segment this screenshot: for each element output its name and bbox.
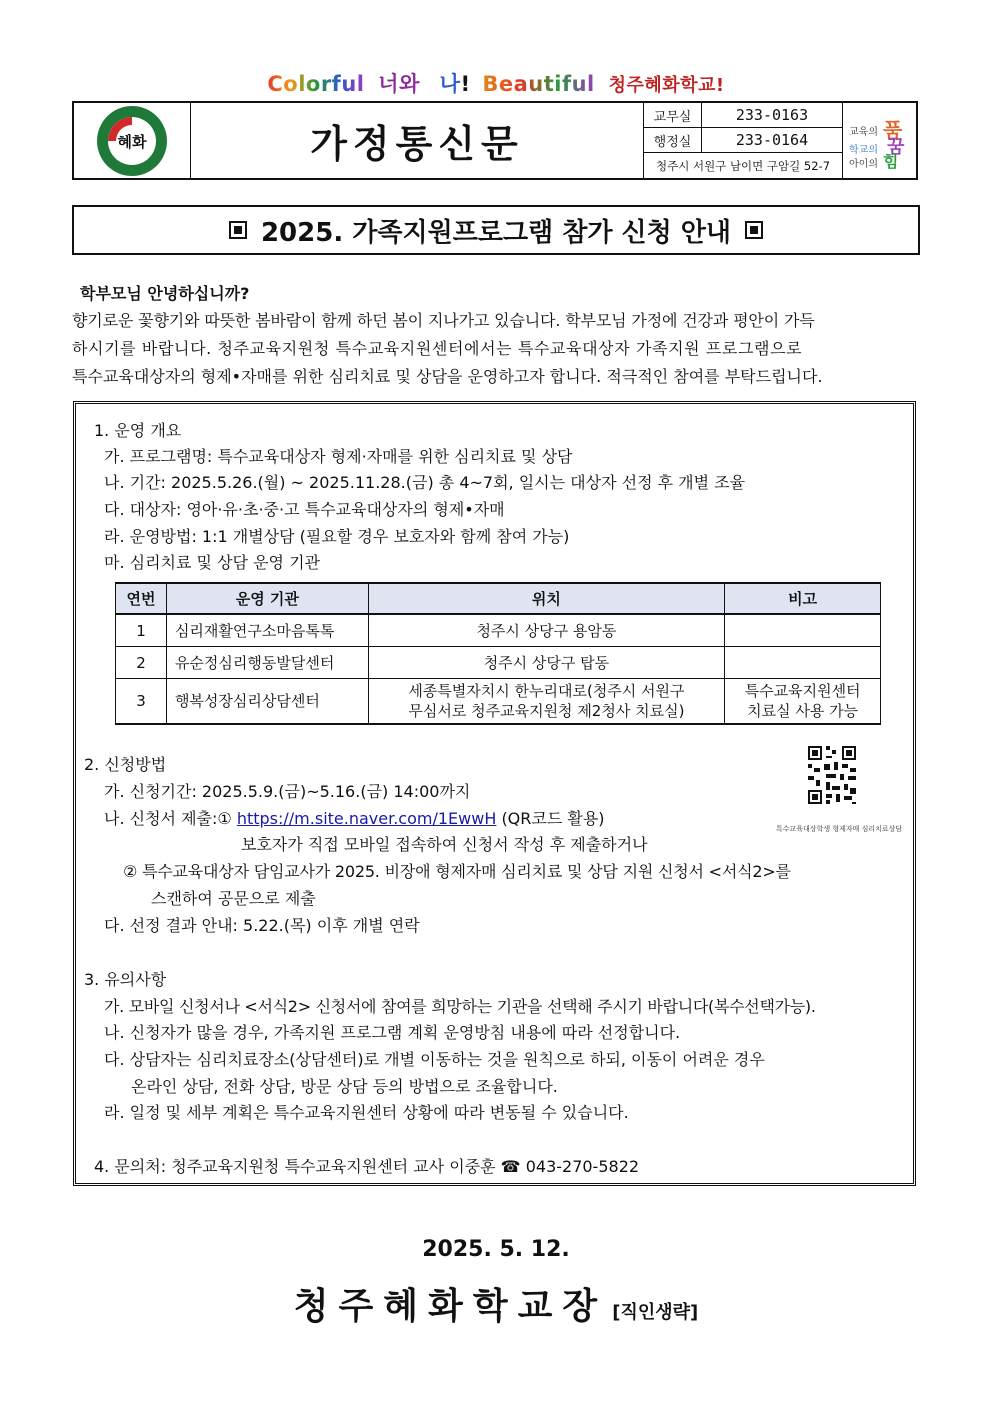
- qr-code-icon[interactable]: [806, 744, 858, 806]
- contact-line: 4. 문의처: 청주교육지원청 특수교육지원센터 교사 이중훈 ☎ 043-270-5822: [94, 1157, 640, 1176]
- signer: [0, 1278, 992, 1329]
- caution-item: 다. 상담자는 심리치료장소(상담센터)로 개별 이동하는 것을 원칙으로 하되, 이동이 어려운 경우: [104, 1050, 765, 1069]
- office1-label: 교무실: [644, 103, 702, 127]
- caution-item-cont: 온라인 상담, 전화 상담, 방문 상담 등의 방법으로 조율합니다.: [131, 1077, 558, 1096]
- square-bullet-icon: [745, 221, 763, 239]
- slogan-colorful: Colorful: [267, 72, 365, 96]
- svg-text:힘: 힘: [882, 151, 898, 169]
- phone-icon: ☎: [500, 1157, 521, 1176]
- caution-item: 가. 모바일 신청서나 <서식2> 신청서에 참여를 희망하는 기관을 선택해 주시기 바랍니다(복수선택가능).: [104, 997, 816, 1016]
- education-logo-icon: [845, 113, 915, 169]
- square-bullet-icon: [229, 221, 247, 239]
- institution-table: [115, 582, 881, 725]
- slogan-na: 나: [439, 72, 461, 96]
- intro-line: 특수교육대상자의 형제•자매를 위한 심리치료 및 상담을 운영하고자 합니다. 적극적인 참여를 부탁드립니다.: [72, 367, 823, 386]
- school-address: 청주시 서원구 남이면 구암길 52-7: [655, 158, 831, 173]
- svg-text:꿈: 꿈: [886, 136, 904, 158]
- intro-paragraph: [72, 307, 920, 391]
- office2-label: 행정실: [644, 128, 702, 152]
- caution-item: 나. 신청자가 많을 경우, 가족지원 프로그램 계획 운영방침 내용에 따라 선정합니다.: [104, 1023, 681, 1042]
- principal-name: 청주혜화학교장: [293, 1286, 608, 1327]
- slogan-school: 청주혜화학교!: [608, 75, 725, 96]
- section1-item: 마. 심리치료 및 상담 운영 기관: [104, 553, 320, 572]
- selection-result: 다. 선정 결과 안내: 5.22.(목) 이후 개별 연락: [104, 916, 420, 935]
- table-header: 위치: [368, 583, 725, 614]
- seal-omitted: [직인생략]: [612, 1302, 699, 1323]
- intro-line: 하시기를 바랍니다. 청주교육지원청 특수교육지원센터에서는 특수교육대상자 가족지원 프로그램으로: [72, 339, 803, 358]
- section1-heading: 1. 운영 개요: [94, 421, 182, 440]
- svg-text:학교의: 학교의: [848, 144, 878, 156]
- svg-text:품: 품: [882, 117, 902, 142]
- section1-item: 나. 기간: 2025.5.26.(월) ~ 2025.11.28.(금) 총 4~7회, 일시는 대상자 선정 후 개별 조율: [104, 473, 746, 492]
- section1-item: 가. 프로그램명: 특수교육대상자 형제·자매를 위한 심리치료 및 상담: [104, 447, 573, 466]
- submission-option-2-cont: 스캔하여 공문으로 제출: [151, 889, 316, 908]
- contact-phone: 043-270-5822: [525, 1157, 640, 1176]
- table-row: 1 심리재활연구소마음톡톡 청주시 상당구 용암동: [116, 614, 881, 647]
- issue-date: 2025. 5. 12.: [422, 1237, 570, 1262]
- section1-item: 라. 운영방법: 1:1 개별상담 (필요할 경우 보호자와 함께 참여 가능): [104, 527, 570, 546]
- details-box: [73, 401, 916, 1186]
- svg-text:혜화: 혜화: [117, 132, 147, 151]
- newsletter-header: [72, 101, 918, 180]
- table-row: 2 유순정심리행동발달센터 청주시 상당구 탑동: [116, 647, 881, 679]
- school-slogan: [0, 68, 992, 98]
- table-header: 운영 기관: [166, 583, 368, 614]
- table-row: 3 행복성장심리상담센터 세종특별자치시 한누리대로(청주시 서원구 무심서로 청주교육지원청 제2청사 치료실) 특수교육지원센터 치료실 사용 가능: [116, 679, 881, 725]
- submission-line-2: 보호자가 직접 모바일 접속하여 신청서 작성 후 제출하거나: [241, 835, 648, 854]
- application-link[interactable]: https://m.site.naver.com/1EwwH: [236, 809, 497, 828]
- section1-item: 다. 대상자: 영아·유·초·중·고 특수교육대상자의 형제•자매: [104, 500, 505, 519]
- school-logo: [74, 103, 191, 178]
- office1-phone: 233-0163: [735, 106, 809, 124]
- newsletter-title: 가정통신문: [191, 103, 644, 178]
- application-period: 가. 신청기간: 2025.5.9.(금)~5.16.(금) 14:00까지: [104, 782, 471, 801]
- section3-heading: 3. 유의사항: [84, 970, 167, 989]
- slogan-beautiful: Beautiful: [482, 72, 595, 96]
- section2-heading: 2. 신청방법: [84, 755, 167, 774]
- greeting: 학부모님 안녕하십니까?: [80, 284, 250, 303]
- contact-info: [644, 103, 843, 178]
- svg-text:아이의: 아이의: [848, 158, 878, 169]
- notice-title: 2025. 가족지원프로그램 참가 신청 안내: [72, 205, 920, 255]
- qr-caption: 특수교육대상학생 형제자매 심리치료상담: [776, 825, 903, 833]
- school-emblem-icon: [94, 103, 170, 179]
- intro-line: 향기로운 꽃향기와 따뜻한 봄바람이 함께 하던 봄이 지나가고 있습니다. 학부모님 가정에 건강과 평안이 가득: [72, 311, 815, 330]
- table-header: 비고: [725, 583, 881, 614]
- office2-phone: 233-0164: [735, 131, 809, 149]
- education-slogan-logo: [843, 103, 916, 178]
- slogan-mid: !: [460, 72, 471, 96]
- submission-line: 나. 신청서 제출:① https://m.site.naver.com/1EwwH (QR코드 활용): [104, 809, 605, 828]
- submission-option-2: ② 특수교육대상자 담임교사가 2025. 비장애 형제자매 심리치료 및 상담 지원 신청서 <서식2>를: [123, 862, 791, 881]
- caution-item: 라. 일정 및 세부 계획은 특수교육지원센터 상황에 따라 변동될 수 있습니다.: [104, 1103, 629, 1122]
- svg-text:교육의: 교육의: [848, 126, 878, 138]
- table-header: 연번: [116, 583, 167, 614]
- slogan-nuri: 너와: [378, 72, 420, 96]
